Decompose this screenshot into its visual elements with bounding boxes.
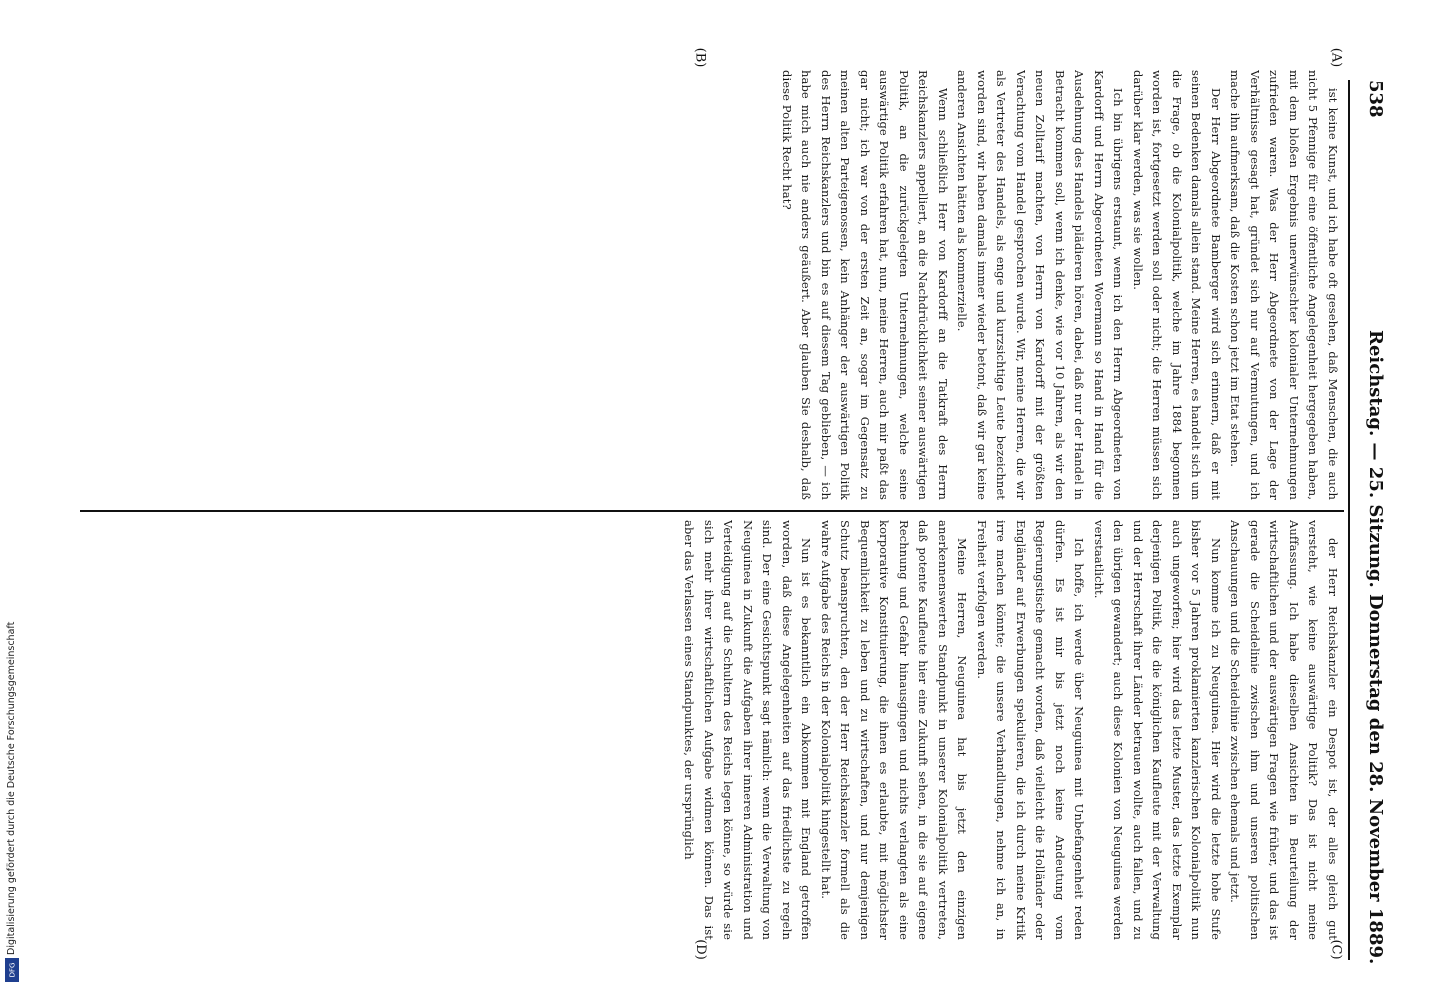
paragraph: Wenn schließlich Herr von Kardorff an die Tatkraft des Herrn Reichskanzlers appelliert, an die Nachdrücklichkeit seiner auswärtigen Politik, an die zurückgelegten Unternehmungen, welche seine auswärtige Politik erfahren hat, nun, meine Herren, auch mir paßt das gar nicht; ich war von der ersten Zeit an, sogar im Gegensatz zu meinen alten Parteigenossen, kein Anhänger der auswärtigen Politik des Herrn Reichskanzlers und bin es auf diesem Tag geblieben, — ich habe mich auch nie anders geäußert. Aber glauben Sie deshalb, daß diese Politik Recht hat?	[780, 70, 950, 500]
dfg-logo-icon	[5, 958, 19, 982]
text-column-right	[80, 520, 1342, 940]
paragraph: Nun ist es bekanntlich ein Abkommen mit England getroffen worden, daß diese Angelegenheiten auf das friedlichste zu regeln sind. Der eine Gesichtspunkt sagt nämlich: wenn die Verwaltung von Neuguinea in Zukunft die Aufgaben ihrer inneren Administration und Verteidigung auf die Schultern des Reichs legen könne, so würde sie sich mehr ihrer wirtschaftlichen Aufgabe widmen können. Das ist aber das Verlassen eines Standpunktes, der ursprünglich	[682, 520, 814, 940]
paragraph: Ich hoffe, ich werde über Neuguinea mit Unbefangenheit reden dürfen. Es ist mir bis jetzt noch keine Andeutung vom Regierungstische gemacht worden, daß vielleicht die Holländer oder Engländer auf Erwerbungen spekulieren, die ich durch meine Kritik irre machen könnte; die unsere Verhandlungen, nehme ich an, in Freiheit verfolgen werden.	[975, 520, 1087, 940]
column-body	[679, 520, 1342, 940]
credit-text: Digitalisierung gefördert durch die Deutsche Forschungsgemeinschaft	[6, 621, 17, 955]
page-header	[1358, 80, 1388, 965]
paragraph: der Herr Reichskanzler ein Despot ist, der alles gleich gut versteht, wie keine auswärtige Politik? Das ist nicht meine Auffassung. Ich habe dieselben Ansichten in Beurteilung der wirtschaftlichen und der auswärtigen Fragen wie früher, und das ist gerade die Scheidelinie zwischen ihm und unseren politischen Anschauungen und die Scheidelinie zwischen ehemals und jetzt.	[1228, 520, 1340, 940]
digitization-credit	[4, 610, 20, 980]
paragraph: Ich bin übrigens erstaunt, wenn ich den Herrn Abgeordneten von Kardorff und Herrn Abgeordneten Woermann so Hand in Hand für die Ausdehnung des Handels plädieren hören, dabei, daß nur der Handel in Betracht kommen soll, wenn ich denke, wie vor 10 Jahren, als wir den neuen Zolltarif machten, von Herrn von Kardorff mit der größten Verachtung vom Handel gesprochen wurde. Wir, meine Herren, die wir als Vertreter des Handels, als enge und kurzsichtige Leute bezeichnet worden sind, wir haben damals immer wieder betont, daß wir gar keine anderen Ansichten hätten als kommerzielle.	[955, 70, 1126, 500]
text-column-left	[80, 70, 1342, 500]
header-rule	[1348, 80, 1350, 960]
page-title: Reichstag. — 25. Sitzung. Donnerstag den 28. November 1889.	[1365, 330, 1386, 965]
column-body	[777, 70, 1343, 500]
page-number: 538	[1365, 80, 1386, 118]
paragraph: ist keine Kunst, und ich habe oft gesehen, daß Menschen, die auch nicht 5 Pfennige für eine öffentliche Angelegenheit hergegeben haben, mit dem bloßen Ergebnis unerwünschter kolonialer Unternehmungen zufrieden waren. Was der Herr Abgeordnete von der Lage der Verhältnisse gesagt hat, gründet sich nur auf Vermutungen, und ich mache ihn aufmerksam, daß die Kosten schon jetzt im Etat stehen.	[1228, 70, 1340, 500]
paragraph: Der Herr Abgeordnete Bamberger wird sich erinnern, daß er mit seinen Bedenken damals allein stand. Meine Herren, es handelt sich um die Frage, ob die Kolonialpolitik, welche im Jahre 1884 begonnen worden ist, fortgesetzt werden soll oder nicht; die Herren müssen sich darüber klar werden, was sie wollen.	[1131, 70, 1223, 500]
paragraph: Meine Herren, Neuguinea hat bis jetzt den einzigen anerkennenswerten Standpunkt in unserer Kolonialpolitik vertreten, daß potente Kaufleute hier eine Zukunft sehen, in die sie auf eigene Rechnung und Gefahr hinausgingen und nichts verlangten als eine korporative Konstituierung, die ihnen es erlaubte, mit möglichster Bequemlichkeit zu leben und zu wirtschaften, und nur demjenigen Schutz beanspruchten, den der Herr Reichskanzler formell als die wahre Aufgabe des Reichs in der Kolonialpolitik hingestellt hat.	[819, 520, 970, 940]
margin-mark-a: (A)	[1328, 47, 1344, 68]
margin-mark-b: (B)	[692, 47, 708, 68]
column-separator	[80, 510, 1344, 512]
dfg-logo-text: DFG	[8, 962, 16, 978]
margin-mark-c: (C)	[1328, 939, 1344, 960]
paragraph: Nun komme ich zu Neuguinea. Hier wird die letzte hohe Stufe bisher vor 5 Jahren proklamierten kanzlerischen Kolonialpolitik nun auch ungeworfen; hier wird das letzte Muster, das letzte Exemplar derjenigen Politik, die die königlichen Kaufleute mit der Verwaltung und der Herrschaft ihrer Länder betrauen wollte, auch fallen, und zu den übrigen gewandert; auch diese Kolonien von Neuguinea werden verstaatlicht.	[1092, 520, 1223, 940]
margin-mark-d: (D)	[692, 939, 708, 960]
scanned-page	[40, 40, 1392, 970]
